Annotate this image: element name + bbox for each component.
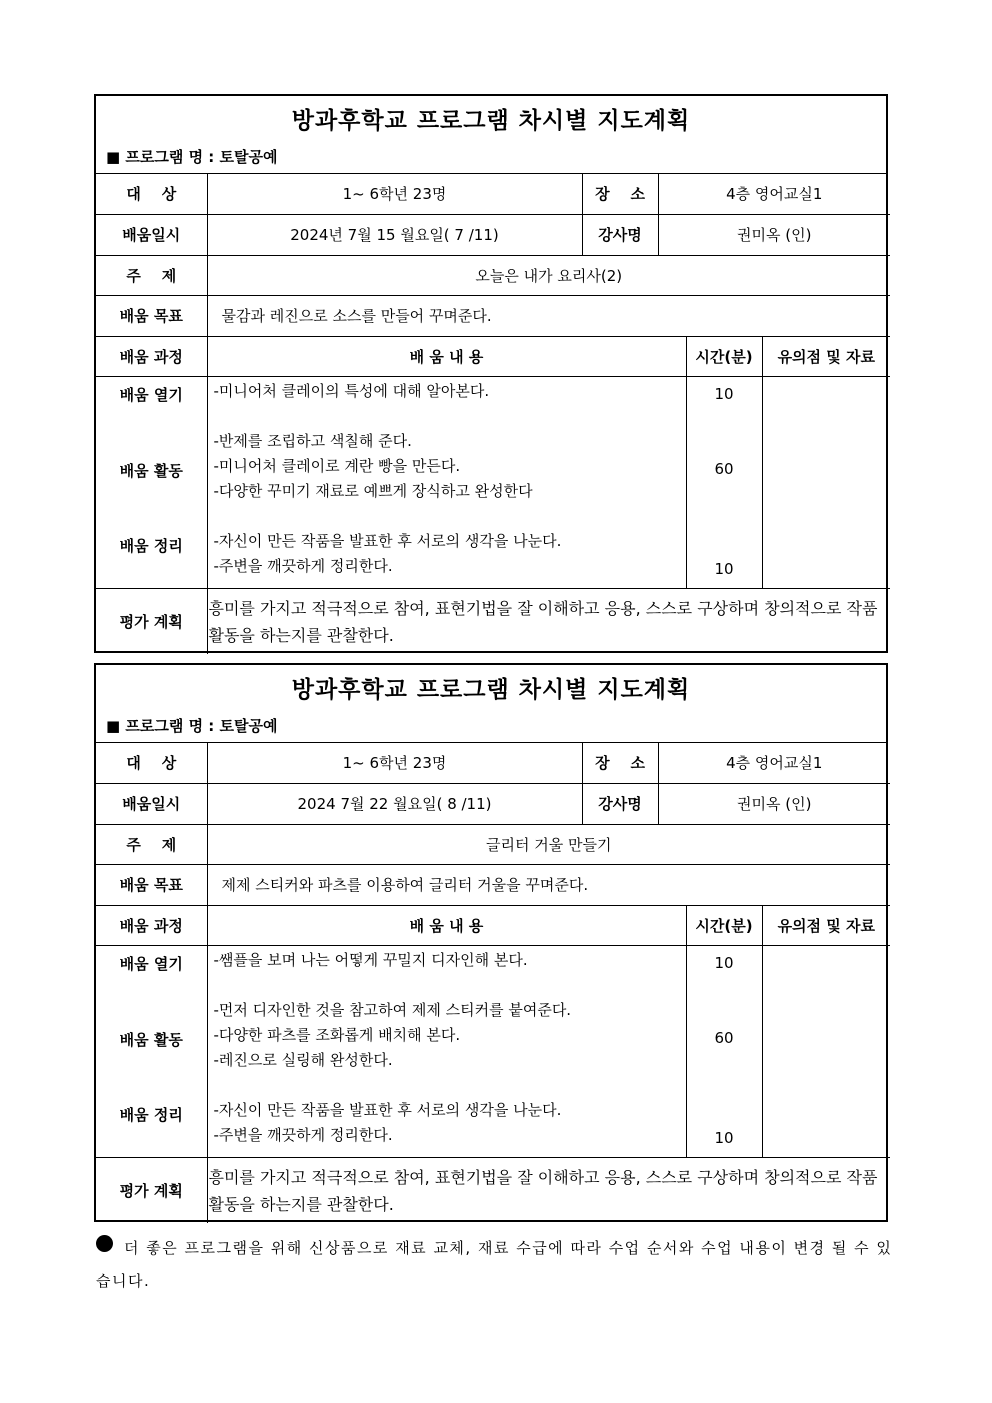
plan-header (96, 96, 886, 174)
plan-title: 방과후학교 프로그램 차시별 지도계획 (291, 108, 691, 134)
teacher-label: 강사명 (582, 783, 658, 824)
date-label: 배움일시 (96, 214, 207, 255)
teacher-label: 강사명 (582, 214, 658, 255)
content-cell (207, 376, 686, 588)
target-label: 대 상 (96, 743, 207, 783)
time-wrapup: 10 (714, 559, 734, 578)
footnote: 더 좋은 프로그램을 위해 신상품으로 재료 교체, 재료 수급에 따라 수업 순서와 수업 내용이 변경 될 수 있습니다. (96, 1239, 893, 1290)
plan-table (96, 174, 890, 654)
eval-label: 평가 계획 (96, 1157, 207, 1223)
stage-open: 배움 열기 (119, 954, 183, 973)
plan-table (96, 743, 890, 1223)
time-activity: 60 (714, 459, 734, 478)
process-label: 배움 과정 (96, 905, 207, 945)
place-value: 4층 영어교실1 (658, 743, 890, 783)
time-open: 10 (714, 384, 734, 403)
date-label: 배움일시 (96, 783, 207, 824)
content-line: -반제를 조립하고 색칠해 준다. (213, 431, 412, 450)
content-line: -다양한 파츠를 조화롭게 배치해 본다. (213, 1025, 461, 1044)
goal-value: 물감과 레진으로 소스를 만들어 꾸며준다. (207, 295, 890, 336)
time-wrapup: 10 (714, 1128, 734, 1147)
stage-wrapup: 배움 정리 (119, 1105, 183, 1124)
content-line: -미니어처 클레이로 계란 빵을 만든다. (213, 456, 461, 475)
place-value: 4층 영어교실1 (658, 174, 890, 214)
notes-label: 유의점 및 자료 (762, 905, 890, 945)
stage-wrapup: 배움 정리 (119, 536, 183, 555)
goal-label: 배움 목표 (96, 295, 207, 336)
teacher-value: 권미옥 (인) (658, 214, 890, 255)
notes-label: 유의점 및 자료 (762, 336, 890, 376)
eval-label: 평가 계획 (96, 588, 207, 654)
date-value: 2024 7월 22 월요일( 8 /11) (207, 783, 582, 824)
plan-title: 방과후학교 프로그램 차시별 지도계획 (291, 677, 691, 703)
content-label: 배 움 내 용 (207, 336, 686, 376)
time-label: 시간(분) (686, 336, 762, 376)
stages-cell (96, 376, 207, 588)
content-line: -미니어처 클레이의 특성에 대해 알아본다. (213, 381, 490, 400)
target-label: 대 상 (96, 174, 207, 214)
time-activity: 60 (714, 1028, 734, 1047)
topic-label: 주 제 (96, 255, 207, 295)
time-open: 10 (714, 953, 734, 972)
target-value: 1~ 6학년 23명 (207, 174, 582, 214)
topic-value: 글리터 거울 만들기 (207, 824, 890, 864)
notes-cell (762, 945, 890, 1157)
target-value: 1~ 6학년 23명 (207, 743, 582, 783)
plan-header (96, 665, 886, 743)
stages-cell (96, 945, 207, 1157)
content-cell (207, 945, 686, 1157)
stage-open: 배움 열기 (119, 385, 183, 404)
content-line: -자신이 만든 작품을 발표한 후 서로의 생각을 나눈다. (213, 531, 562, 550)
content-line: -레진으로 실링해 완성한다. (213, 1050, 393, 1069)
content-line: -먼저 디자인한 것을 참고하여 제제 스티커를 붙여준다. (213, 1000, 572, 1019)
stage-activity: 배움 활동 (119, 1030, 183, 1049)
process-label: 배움 과정 (96, 336, 207, 376)
notes-cell (762, 376, 890, 588)
content-line: -주변을 깨끗하게 정리한다. (213, 556, 393, 575)
program-name: ■ 프로그램 명 : 토탈공예 (106, 148, 278, 166)
stage-activity: 배움 활동 (119, 461, 183, 480)
content-line: -주변을 깨끗하게 정리한다. (213, 1125, 393, 1144)
eval-value: 흥미를 가지고 적극적으로 참여, 표현기법을 잘 이해하고 응용, 스스로 구상하며 창의적으로 작품활동을 하는지를 관찰한다. (207, 588, 890, 654)
place-label: 장 소 (582, 174, 658, 214)
topic-label: 주 제 (96, 824, 207, 864)
content-line: -다양한 꾸미기 재료로 예쁘게 장식하고 완성한다 (213, 481, 533, 500)
lesson-plan-1 (94, 94, 888, 653)
goal-label: 배움 목표 (96, 864, 207, 905)
content-line: -쌤플을 보며 나는 어떻게 꾸밀지 디자인해 본다. (213, 950, 528, 969)
time-cell (686, 376, 762, 588)
content-label: 배 움 내 용 (207, 905, 686, 945)
place-label: 장 소 (582, 743, 658, 783)
topic-value: 오늘은 내가 요리사(2) (207, 255, 890, 295)
time-label: 시간(분) (686, 905, 762, 945)
time-cell (686, 945, 762, 1157)
program-name: ■ 프로그램 명 : 토탈공예 (106, 717, 278, 735)
date-value: 2024년 7월 15 월요일( 7 /11) (207, 214, 582, 255)
teacher-value: 권미옥 (인) (658, 783, 890, 824)
content-line: -자신이 만든 작품을 발표한 후 서로의 생각을 나눈다. (213, 1100, 562, 1119)
eval-value: 흥미를 가지고 적극적으로 참여, 표현기법을 잘 이해하고 응용, 스스로 구상하며 창의적으로 작품활동을 하는지를 관찰한다. (207, 1157, 890, 1223)
goal-value: 제제 스티커와 파츠를 이용하여 글리터 거울을 꾸며준다. (207, 864, 890, 905)
lesson-plan-2 (94, 663, 888, 1222)
